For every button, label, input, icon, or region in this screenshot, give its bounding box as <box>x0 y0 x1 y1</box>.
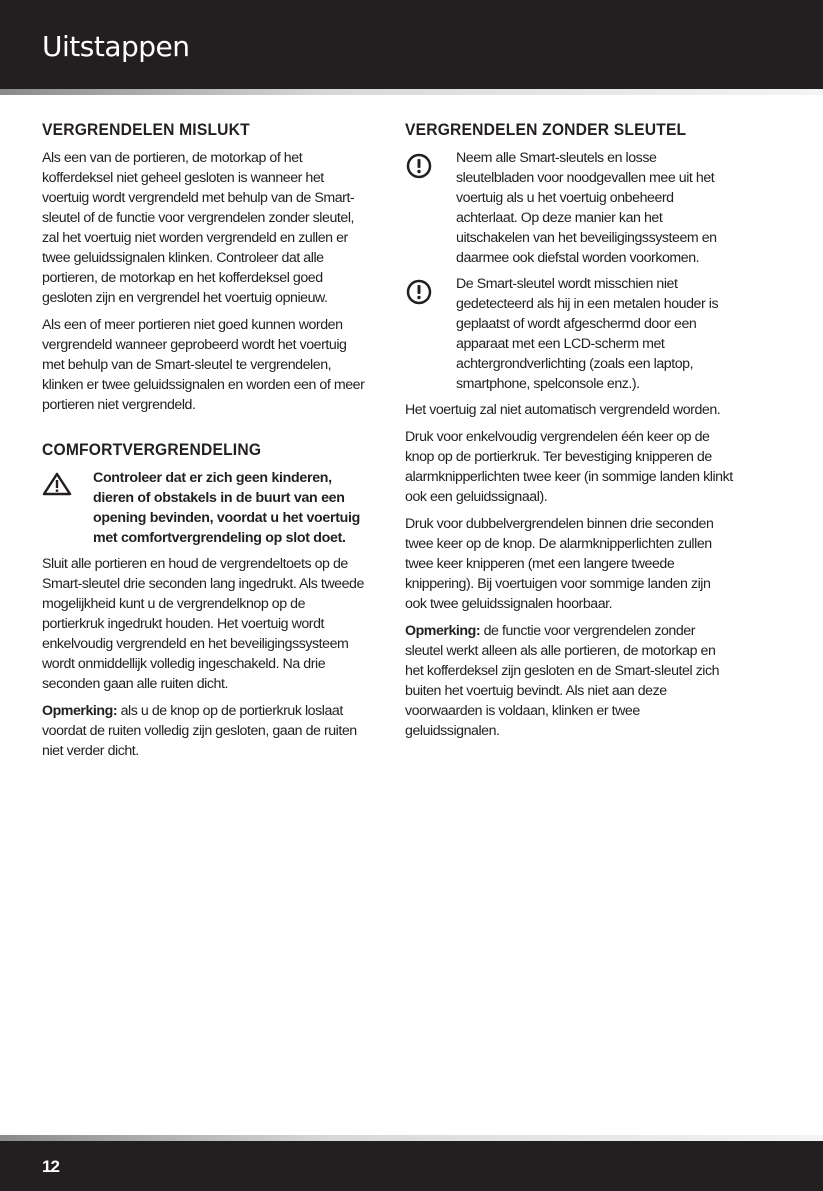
note-label: Opmerking: <box>405 623 481 639</box>
paragraph: Het voertuig zal niet automatisch vergrendeld worden. <box>405 402 721 418</box>
caution-text: De Smart-sleutel wordt misschien niet gedetecteerd als hij in een metalen houder is geplaatst of wordt afgeschermd door een apparaat met een LCD-scherm met achtergrondverlichting (zoals een laptop, smartphone, spelconsole enz.). <box>456 276 719 392</box>
caution-note <box>405 148 733 268</box>
paragraph: Als een of meer portieren niet goed kunnen worden vergrendeld wanneer geprobeerd wordt het voertuig met behulp van de Smart-sleutel te vergrendelen, klinken er twee geluidssignalen en worden een of meer portieren niet vergrendeld. <box>42 317 365 413</box>
note-text: als u de knop op de portierkruk loslaat voordat de ruiten volledig zijn gesloten, gaan de ruiten niet verder dicht. <box>42 703 357 759</box>
section-heading: VERGRENDELEN MISLUKT <box>42 120 250 139</box>
paragraph: Druk voor enkelvoudig vergrendelen één keer op de knop op de portierkruk. Ter bevestiging knipperen de alarmknipperlichten twee keer (in sommige landen klinkt ook een geluidssignaal). <box>405 429 733 505</box>
warning-note <box>42 468 370 548</box>
section-heading: VERGRENDELEN ZONDER SLEUTEL <box>405 120 687 139</box>
warning-text: Controleer dat er zich geen kinderen, dieren of obstakels in de buurt van een opening bevinden, voordat u het voertuig met comfortvergrendeling op slot doet. <box>93 470 361 546</box>
caution-text: Neem alle Smart-sleutels en losse sleutelbladen voor noodgevallen mee uit het voertuig als u het voertuig onbeheerd achterlaat. Op deze manier kan het uitschakelen van het beveiligingssysteem en daarmee ook diefstal worden voorkomen. <box>456 150 717 266</box>
page-header <box>0 0 823 89</box>
right-column <box>405 120 733 748</box>
page-number: 12 <box>42 1157 59 1176</box>
paragraph: Sluit alle portieren en houd de vergrendeltoets op de Smart-sleutel drie seconden lang ingedrukt. Als tweede mogelijkheid kunt u de vergrendelknop op de portierkruk ingedrukt houden. Het voertuig wordt enkelvoudig vergrendeld en het beveiligingssysteem wordt onmiddellijk volledig ingeschakeld. Na drie seconden gaan alle ruiten dicht. <box>42 556 364 692</box>
caution-exclamation-icon <box>405 274 456 394</box>
note-text: de functie voor vergrendelen zonder sleutel werkt alleen als alle portieren, de motorkap en het kofferdeksel zijn gesloten en de Smart-sleutel zich buiten het voertuig bevindt. Als niet aan deze voorwaarden is voldaan, klinken er twee geluidssignalen. <box>405 623 720 739</box>
note-label: Opmerking: <box>42 703 118 719</box>
warning-triangle-icon <box>42 468 93 548</box>
caution-note <box>405 274 733 394</box>
note-paragraph <box>42 701 370 761</box>
paragraph: Als een van de portieren, de motorkap of het kofferdeksel niet geheel gesloten is wanneer het voertuig wordt vergrendeld met behulp van de Smart-sleutel of de functie voor vergrendelen zonder sleutel, zal het voertuig niet worden vergrendeld en zullen er twee geluidssignalen klinken. Controleer dat alle portieren, de motorkap en het kofferdeksel goed gesloten zijn en vergrendel het voertuig opnieuw. <box>42 150 355 306</box>
header-divider <box>0 89 823 95</box>
caution-exclamation-icon <box>405 148 456 268</box>
paragraph: Druk voor dubbelvergrendelen binnen drie seconden twee keer op de knop. De alarmknipperlichten zullen twee keer knipperen (met een langere tweede knippering). Bij voertuigen voor sommige landen zijn ook twee geluidssignalen hoorbaar. <box>405 516 714 612</box>
left-column <box>42 120 370 768</box>
section-heading: COMFORTVERGRENDELING <box>42 440 262 459</box>
page-footer <box>0 1141 823 1191</box>
page-title: Uitstappen <box>42 30 190 63</box>
note-paragraph <box>405 621 733 741</box>
